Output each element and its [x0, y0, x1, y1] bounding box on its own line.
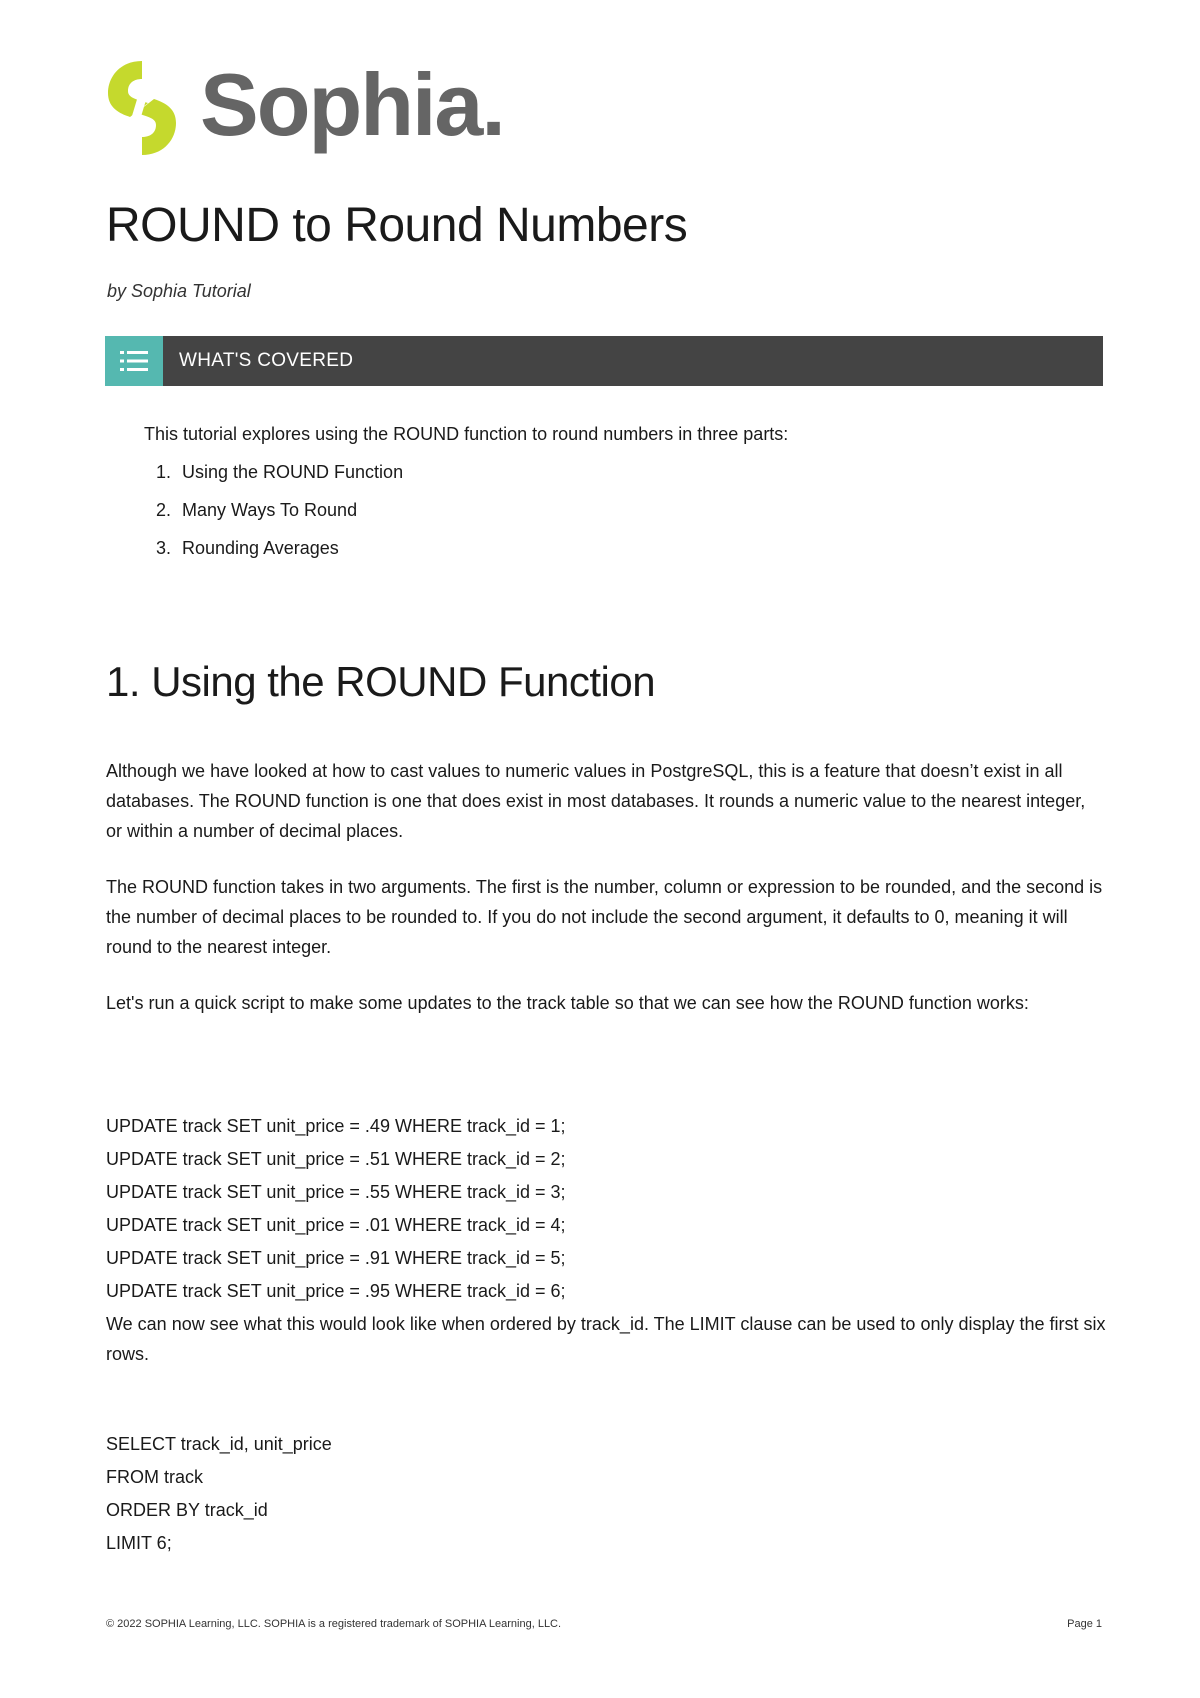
toc-item: 2. Many Ways To Round: [156, 500, 358, 520]
code-line: UPDATE track SET unit_price = .49 WHERE track_id = 1;: [106, 1116, 566, 1136]
whats-covered-banner: [105, 336, 1103, 386]
paragraph: The ROUND function takes in two arguments. The first is the number, column or expression to be rounded, and the second is the number of decimal places to be rounded to. If you do not include the second argument, it defaults to 0, meaning it will round to the nearest integer.: [106, 877, 1103, 957]
code-line: FROM track: [106, 1467, 203, 1487]
whats-covered-label: WHAT'S COVERED: [179, 350, 354, 371]
sophia-logo-text: Sophia.: [200, 54, 504, 154]
code-line: ORDER BY track_id: [106, 1500, 268, 1520]
paragraph: Although we have looked at how to cast values to numeric values in PostgreSQL, this is a feature that doesn’t exist in all databases. The ROUND function is one that does exist in most databases. It rounds a numeric value to the nearest integer, or within a number of decimal places.: [106, 761, 1086, 841]
code-line: UPDATE track SET unit_price = .91 WHERE track_id = 5;: [106, 1248, 566, 1268]
paragraph: We can now see what this would look like when ordered by track_id. The LIMIT clause can be used to only display the first six rows.: [106, 1314, 1106, 1364]
intro-text: This tutorial explores using the ROUND function to round numbers in three parts:: [144, 424, 789, 444]
byline: by Sophia Tutorial: [107, 281, 251, 301]
page-number: Page 1: [1067, 1618, 1102, 1630]
code-line: UPDATE track SET unit_price = .55 WHERE track_id = 3;: [106, 1182, 566, 1202]
code-line: LIMIT 6;: [106, 1533, 172, 1553]
code-line: UPDATE track SET unit_price = .95 WHERE track_id = 6;: [106, 1281, 566, 1301]
footer-copyright: © 2022 SOPHIA Learning, LLC. SOPHIA is a registered trademark of SOPHIA Learning, LLC.: [106, 1618, 562, 1630]
paragraph: Let's run a quick script to make some updates to the track table so that we can see how the ROUND function works:: [106, 993, 1029, 1013]
sql-select-query: [106, 1428, 332, 1560]
toc-list: [156, 462, 403, 576]
toc-item: 1. Using the ROUND Function: [156, 462, 404, 482]
toc-item: 3. Rounding Averages: [156, 538, 339, 558]
list-icon: [105, 336, 163, 386]
sophia-logo: [104, 55, 524, 160]
sophia-logo-mark-icon: [104, 57, 180, 159]
section-heading: 1. Using the ROUND Function: [106, 658, 656, 705]
code-line: UPDATE track SET unit_price = .01 WHERE track_id = 4;: [106, 1215, 566, 1235]
code-line: SELECT track_id, unit_price: [106, 1434, 332, 1454]
sql-update-script: [106, 1110, 566, 1308]
page-title: ROUND to Round Numbers: [106, 199, 688, 252]
code-line: UPDATE track SET unit_price = .51 WHERE track_id = 2;: [106, 1149, 566, 1169]
